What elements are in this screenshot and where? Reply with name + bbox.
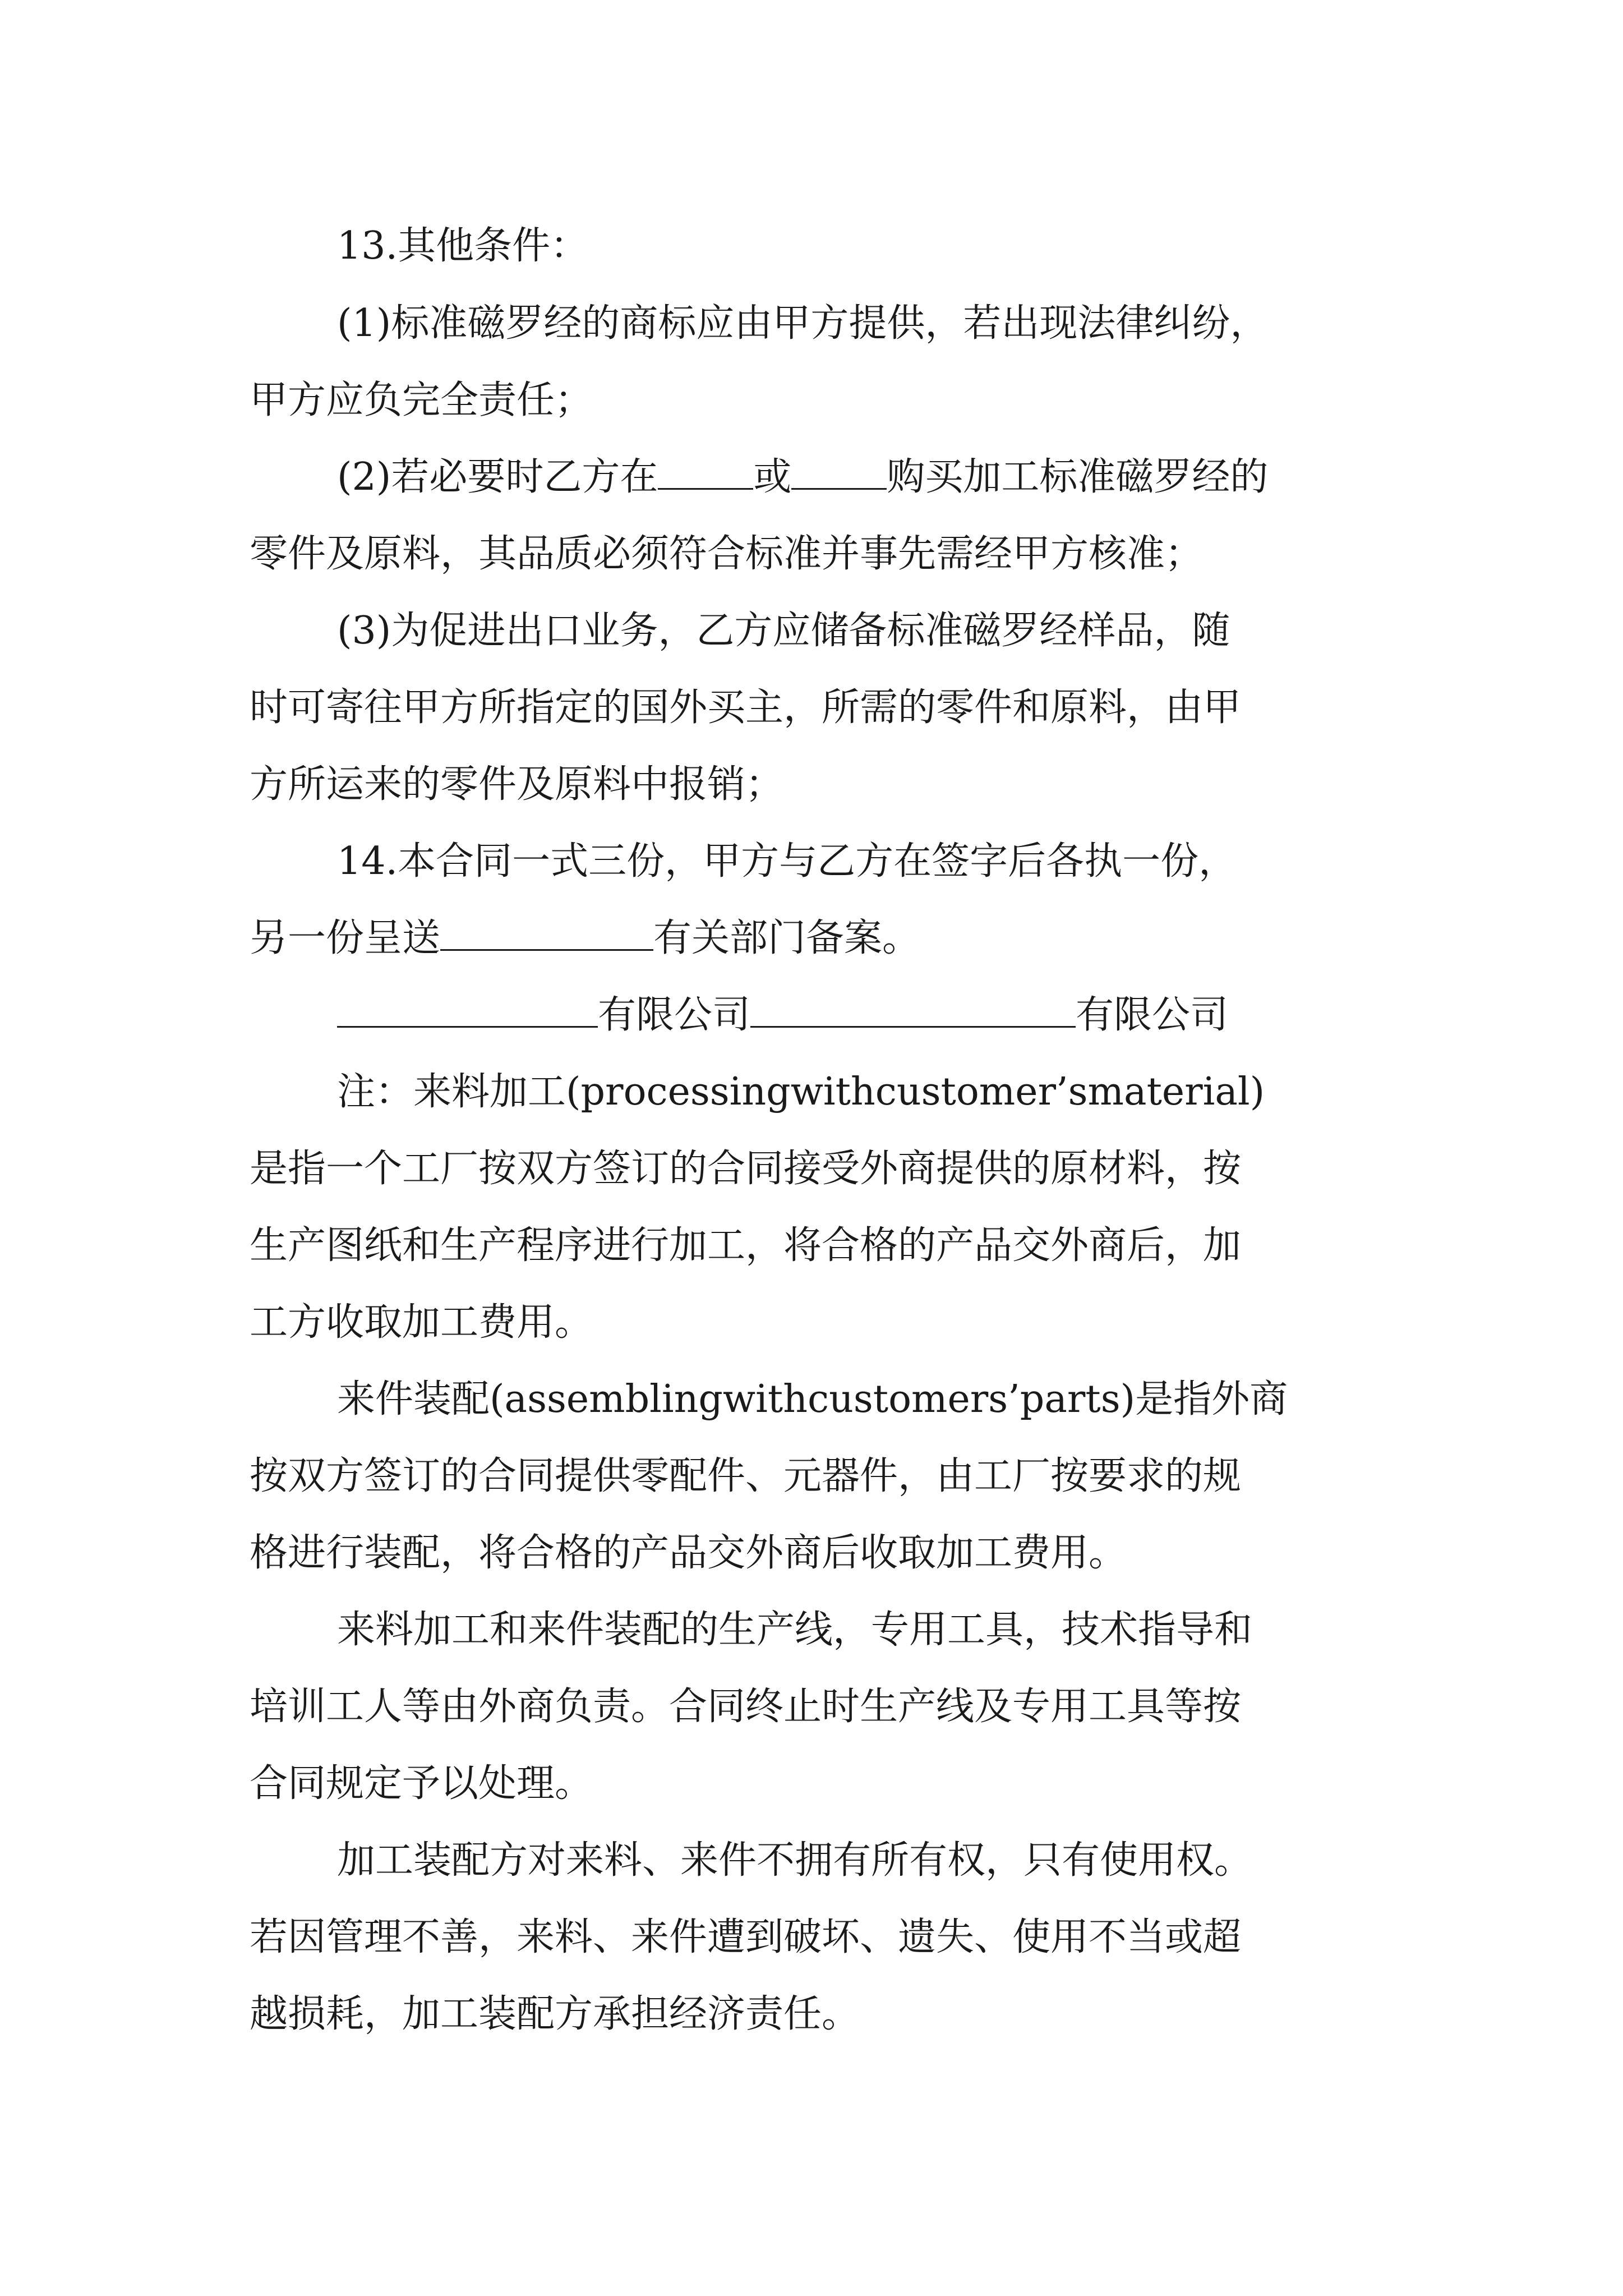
note-3-line-2: 培训工人等由外商负责。合同终止时生产线及专用工具等按 xyxy=(250,1685,1242,1729)
item-1-line-2: 甲方应负完全责任； xyxy=(250,378,593,422)
item-3-line-3: 方所运来的零件及原料中报销； xyxy=(250,762,784,807)
note-3-line-1: 来料加工和来件装配的生产线，专用工具，技术指导和 xyxy=(337,1608,1253,1652)
clause-14-text-a: 另一份呈送 xyxy=(250,916,441,960)
clause-13-title-text: 13.其他条件： xyxy=(337,224,589,268)
item-2-text-b: 或 xyxy=(753,455,792,499)
clause-14-text-b: 有关部门备案。 xyxy=(653,916,921,960)
party-a-company: 有限公司 xyxy=(598,993,751,1037)
blank-department xyxy=(440,915,653,951)
note-4-line-1: 加工装配方对来料、来件不拥有所有权，只有使用权。 xyxy=(337,1838,1253,1883)
item-1-line-1: (1)标准磁罗经的商标应由甲方提供，若出现法律纠纷， xyxy=(337,301,1269,346)
note-processing xyxy=(250,1053,1388,1361)
note-3-line-3: 合同规定予以处理。 xyxy=(250,1761,593,1806)
item-2-text-c: 购买加工标准磁罗经的 xyxy=(887,455,1269,499)
blank-party-a xyxy=(337,992,598,1028)
clause-13-item-3 xyxy=(250,592,1388,823)
note-4-line-3: 越损耗，加工装配方承担经济责任。 xyxy=(250,1992,860,2036)
item-3-line-1: (3)为促进出口业务，乙方应储备标准磁罗经样品，随 xyxy=(337,609,1230,653)
blank-location-2 xyxy=(791,454,887,490)
note-1-line-2: 是指一个工厂按双方签订的合同接受外商提供的原材料，按 xyxy=(250,1147,1242,1191)
note-2-line-3: 格进行装配，将合格的产品交外商后收取加工费用。 xyxy=(250,1531,1127,1575)
note-1-line-3: 生产图纸和生产程序进行加工，将合格的产品交外商后，加 xyxy=(250,1223,1242,1268)
note-4-line-2: 若因管理不善，来料、来件遭到破坏、遗失、使用不当或超 xyxy=(250,1915,1242,1959)
party-b-company: 有限公司 xyxy=(1076,993,1229,1037)
clause-13-title xyxy=(250,208,1476,284)
blank-location-1 xyxy=(658,454,753,490)
note-production-line xyxy=(250,1591,1388,1822)
item-2-text-a: (2)若必要时乙方在 xyxy=(337,455,658,499)
item-2-line-1 xyxy=(250,439,1388,516)
clause-14-line-1: 14.本合同一式三份，甲方与乙方在签字后各执一份， xyxy=(337,839,1237,884)
item-2-line-2: 零件及原料，其品质必须符合标准并事先需经甲方核准； xyxy=(250,532,1204,576)
note-assembling xyxy=(250,1361,1388,1591)
clause-13-item-2 xyxy=(250,439,1388,592)
item-3-line-2: 时可寄往甲方所指定的国外买主，所需的零件和原料，由甲 xyxy=(250,685,1242,730)
signature-row xyxy=(337,977,1476,1053)
signature-line xyxy=(250,977,1476,1053)
clause-13-item-1 xyxy=(250,285,1388,439)
note-2-line-2: 按双方签订的合同提供零配件、元器件，由工厂按要求的规 xyxy=(250,1454,1242,1498)
note-1-line-4: 工方收取加工费用。 xyxy=(250,1300,593,1345)
note-1-line-1: 注：来料加工(processingwithcustomer’smaterial) xyxy=(337,1070,1265,1114)
clause-14-line-2 xyxy=(250,900,1388,977)
clause-14 xyxy=(250,823,1388,977)
note-ownership xyxy=(250,1822,1388,2053)
blank-party-b xyxy=(750,992,1076,1028)
note-2-line-1: 来件装配(assemblingwithcustomers’parts)是指外商 xyxy=(337,1377,1288,1421)
